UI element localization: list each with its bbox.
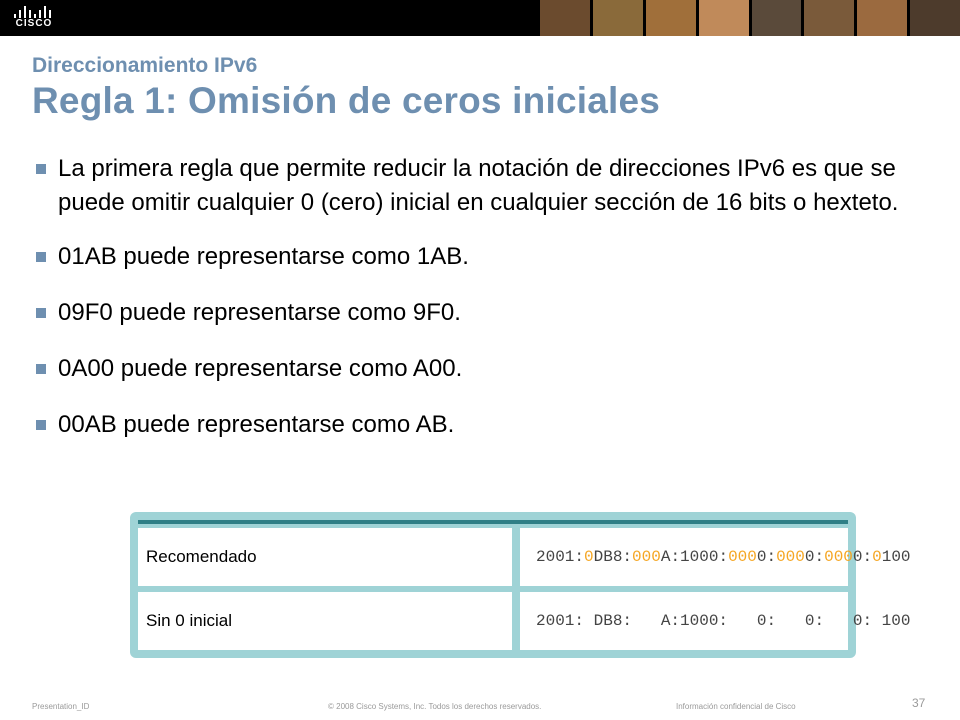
omitted-zero-highlight: 000 bbox=[632, 548, 661, 566]
address-segment: 0: bbox=[804, 548, 825, 566]
bullet-square-icon bbox=[36, 420, 46, 430]
omitted-zero-highlight: 000 bbox=[824, 548, 853, 566]
address-segment: 0: bbox=[756, 548, 777, 566]
bullet-text: 09F0 puede representarse como 9F0. bbox=[58, 299, 461, 326]
address-segment: 2001: bbox=[536, 548, 585, 566]
address-no-leading-zero: 2001: DB8: A:1000: 0: 0: 0: 100 bbox=[520, 592, 848, 650]
omitted-zero-highlight: 0 bbox=[872, 548, 882, 566]
omitted-zero-highlight: 000 bbox=[776, 548, 805, 566]
bullet-text: 0A00 puede representarse como A00. bbox=[58, 355, 463, 382]
banner-photo bbox=[540, 0, 590, 36]
bullet-list bbox=[34, 152, 914, 464]
banner-photo bbox=[646, 0, 696, 36]
slide-subtitle: Direccionamiento IPv6 bbox=[32, 54, 258, 77]
banner-photo bbox=[857, 0, 907, 36]
slide-title: Regla 1: Omisión de ceros iniciales bbox=[32, 80, 661, 121]
bullet-square-icon bbox=[36, 164, 46, 174]
cisco-bars-icon bbox=[14, 6, 54, 18]
address-segment: 0: bbox=[852, 548, 873, 566]
bullet-square-icon bbox=[36, 252, 46, 262]
omitted-zero-highlight: 000 bbox=[728, 548, 757, 566]
copyright-text: © 2008 Cisco Systems, Inc. Todos los derechos reservados. bbox=[328, 702, 542, 711]
row-label-no-leading-zero: Sin 0 inicial bbox=[138, 592, 512, 650]
top-banner bbox=[0, 0, 960, 36]
banner-photo bbox=[910, 0, 960, 36]
cisco-logo bbox=[8, 4, 60, 32]
address-recommended bbox=[520, 528, 911, 586]
bullet-text: La primera regla que permite reducir la notación de direcciones IPv6 es que se puede omitir cualquier 0 (cero) inicial en cualquier sección de 16 bits o hexteto. bbox=[58, 155, 899, 216]
address-segment: A:1000: bbox=[660, 548, 729, 566]
bullet-text: 00AB puede representarse como AB. bbox=[58, 411, 455, 438]
bullet-item bbox=[34, 296, 914, 330]
ipv6-table bbox=[130, 512, 911, 658]
banner-photo bbox=[804, 0, 854, 36]
bullet-item bbox=[34, 152, 914, 220]
banner-photo bbox=[593, 0, 643, 36]
confidential-text: Información confidencial de Cisco bbox=[676, 702, 796, 711]
bullet-square-icon bbox=[36, 364, 46, 374]
bullet-item bbox=[34, 352, 914, 386]
row-label-recommended: Recomendado bbox=[138, 528, 512, 586]
bullet-item bbox=[34, 240, 914, 274]
bullet-square-icon bbox=[36, 308, 46, 318]
omitted-zero-highlight: 0 bbox=[584, 548, 594, 566]
address-segment: DB8: bbox=[593, 548, 633, 566]
bullet-item bbox=[34, 408, 914, 442]
address-segment: 100 bbox=[881, 548, 911, 566]
page-number: 37 bbox=[912, 696, 926, 710]
photo-strip bbox=[540, 0, 960, 36]
banner-photo bbox=[699, 0, 749, 36]
table-header-line bbox=[138, 520, 848, 524]
cisco-wordmark: CISCO bbox=[15, 18, 53, 29]
bullet-text: 01AB puede representarse como 1AB. bbox=[58, 243, 469, 270]
banner-photo bbox=[752, 0, 802, 36]
presentation-id: Presentation_ID bbox=[32, 702, 90, 711]
